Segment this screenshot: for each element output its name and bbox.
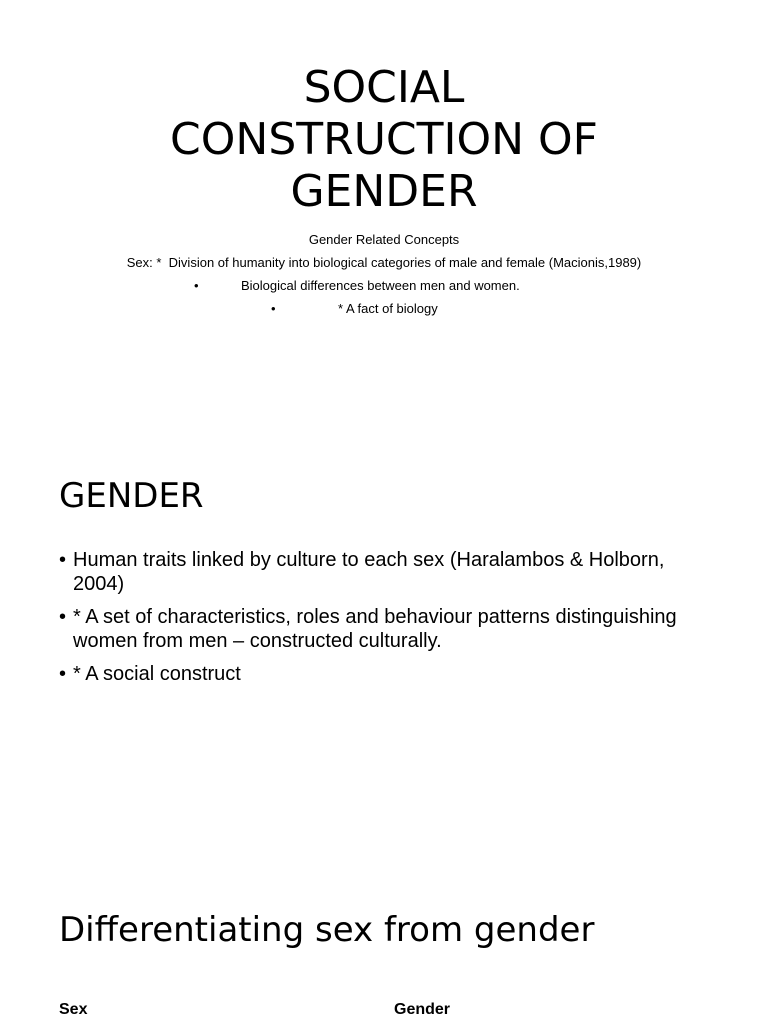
sex-definition: Sex: * Division of humanity into biological categories of male and female (Macionis,1989) — [126, 255, 642, 270]
slide-gender — [0, 380, 768, 860]
slide-title-heading — [0, 62, 768, 218]
column-header-sex: Sex — [59, 1001, 88, 1018]
sub-bullet-2 — [0, 297, 768, 320]
gender-heading: GENDER — [59, 476, 204, 516]
list-item-text: * A set of characteristics, roles and behaviour patterns distinguishing women from men – constructed culturally. — [73, 606, 677, 652]
gender-bullet-list — [59, 548, 709, 695]
title-line-3: GENDER — [290, 166, 478, 217]
sub-bullet-1 — [0, 274, 768, 297]
differentiating-heading: Differentiating sex from gender — [59, 910, 595, 950]
bullet-glyph: • — [271, 301, 276, 316]
list-item-text: Human traits linked by culture to each sex (Haralambos & Holborn, 2004) — [73, 549, 665, 595]
subtitle-block — [0, 228, 768, 320]
slide-differentiating — [0, 860, 768, 1024]
bullet-glyph: • — [59, 663, 67, 685]
sub-bullet-1-text: Biological differences between men and women. — [241, 278, 520, 293]
bullet-glyph: • — [59, 549, 67, 571]
list-item-text: * A social construct — [73, 663, 241, 685]
subtitle: Gender Related Concepts — [308, 232, 460, 247]
bullet-glyph: • — [194, 278, 199, 293]
list-item — [59, 662, 709, 686]
list-item — [59, 605, 709, 653]
title-line-1: SOCIAL — [303, 62, 465, 113]
list-item — [59, 548, 709, 596]
title-line-2: CONSTRUCTION OF — [170, 114, 598, 165]
column-header-gender: Gender — [394, 1001, 451, 1018]
bullet-glyph: • — [59, 606, 67, 628]
slide-title — [0, 0, 768, 380]
sub-bullet-2-text: * A fact of biology — [338, 301, 438, 316]
